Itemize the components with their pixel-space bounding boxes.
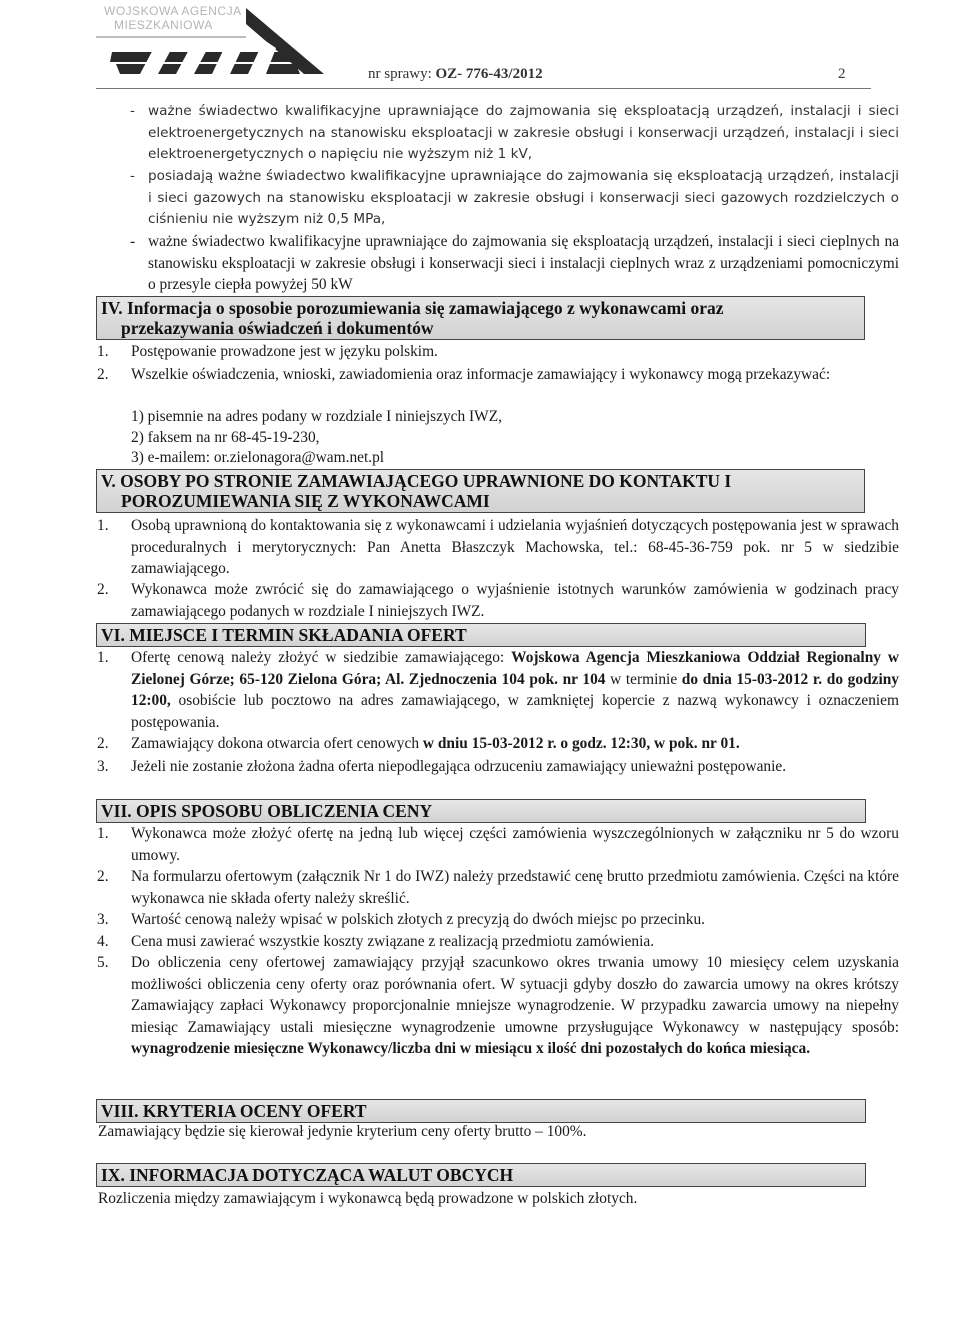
bullet-text: posiadają ważne świadectwo kwalifikacyjne uprawniające do zajmowania się eksploatacją urządzeń, instalacji i sieci gazowych na stanowisku eksploatacji w zakresie obsługi i konserwacji sieci gazowych rozdzielczych o ciśnieniu nie wyższym niż 0,5 MPa, [148, 168, 899, 227]
bullet-text: ważne świadectwo kwalifikacyjne uprawniające do zajmowania się eksploatacją urządzeń, instalacji i sieci elektroenergetycznych na stanowisku eksploatacji w zakresie obsługi i konserwacji urządzeń, instalacji i sieci elektroenergetycznych o napięciu nie wyższym niż 1 kV, [148, 103, 899, 162]
list-item: 5. Do obliczenia ceny ofertowej zamawiający przyjął szacunkowo okres trwania umowy 10 miesięcy celem uzyskania możliwości obliczenia ceny oferty oraz porównania ofert. W sytuacji gdyby doszło do zawarcia umowy na okres krótszy Zamawiający zapłaci Wykonawcy proporcjonalnie mniejsze wynagrodzenie. W przypadku zawarcia umowy na niepełny miesiąc Zamawiający ustali miesięczne wynagrodzenie umowne przysługujące Wykonawcy w następujący sposób: wynagrodzenie miesięczne Wykonawcy/liczba dni w miesiącu x ilość dni pozostałych do końca miesiąca. [97, 954, 899, 1058]
item-text: Wykonawca może zwrócić się do zamawiającego o wyjaśnienie istotnych warunków zamówienia w godzinach pracy zamawiającego podanych w rozdziale I niniejszych IWZ. [131, 581, 899, 620]
bullet-item: - posiadają ważne świadectwo kwalifikacyjne uprawniające do zajmowania się eksploatacją urządzeń, instalacji i sieci gazowych na stanowisku eksploatacji w zakresie obsługi i konserwacji sieci gazowych rozdzielczych o ciśnieniu nie wyższym niż 0,5 MPa, [130, 168, 899, 227]
list-item: 1. Ofertę cenową należy złożyć w siedzibie zamawiającego: Wojskowa Agencja Mieszkaniowa Oddział Regionalny w Zielonej Górze; 65-120 Zielona Góra; Al. Zjednoczenia 104 pok. nr 104 w terminie do dnia 15-03-2012 r. do godziny 12:00, osobiście lub pocztowo na adres zamawiającego, w zamkniętej kopercie z nazwą wykonawcy i oznaczeniem postępowania. [97, 649, 900, 731]
logo-line2: MIESZKANIOWA [114, 18, 213, 32]
section-heading-viii [96, 1099, 866, 1123]
sub-item: 1) pisemnie na adres podany w rozdziale I niniejszych IWZ, [131, 408, 502, 425]
list-item: 4. Cena musi zawierać wszystkie koszty związane z realizacją przedmiotu zamówienia. [97, 933, 655, 950]
sub-item: 3) e-mailem: or.zielonagora@wam.net.pl [131, 449, 385, 466]
list-item: 3. Jeżeli nie zostanie złożona żadna oferta niepodlegająca odrzuceniu zamawiający unieważni postępowanie. [97, 758, 787, 775]
header-divider [96, 88, 871, 89]
section-title-line1: V. OSOBY PO STRONIE ZAMAWIAJĄCEGO UPRAWNIONE DO KONTAKTU I [101, 471, 732, 491]
item-text: Wszelkie oświadczenia, wnioski, zawiadomienia oraz informacje zamawiający i wykonawcy mogą przekazywać: [131, 366, 831, 383]
item-text: Postępowanie prowadzone jest w języku polskim. [131, 343, 438, 360]
bullet-item: - ważne świadectwo kwalifikacyjne uprawniające do zajmowania się eksploatacją urządzeń, instalacji i sieci cieplnych na stanowisku eksploatacji w zakresie obsługi i konserwacji sieci i instalacji cieplnych wraz z urządzeniami pomocniczymi o przesyle ciepła powyżej 50 kW [130, 233, 899, 294]
item-text: Jeżeli nie zostanie złożona żadna oferta niepodlegająca odrzuceniu zamawiający unieważni postępowanie. [131, 758, 787, 775]
list-item: 2. Zamawiający dokona otwarcia ofert cenowych w dniu 15-03-2012 r. o godz. 12:30, w pok. nr 01. [97, 735, 740, 752]
list-item: 1. Osobą uprawnioną do kontaktowania się z wykonawcami i udzielania wyjaśnień dotyczących postępowania jest w sprawach proceduralnych i merytorycznych: Pan Anetta Błaszczyk Machowska, tel.: 68-45-36-759 pok. nr 5 w siedzibie zamawiającego. [97, 517, 899, 578]
section-text: Zamawiający będzie się kierował jedynie kryterium ceny oferty brutto – 100%. [98, 1123, 587, 1140]
section-title-line1: IV. Informacja o sposobie porozumiewania się zamawiającego z wykonawcami oraz [101, 298, 724, 318]
list-item: 3. Wartość cenową należy wpisać w polskich złotych z precyzją do dwóch miejsc po przecinku. [97, 911, 705, 928]
agency-logo [96, 0, 336, 80]
section-title: VIII. KRYTERIA OCENY OFERT [101, 1101, 367, 1121]
item-text: Na formularzu ofertowym (załącznik Nr 1 do IWZ) należy przedstawić cenę brutto przedmiotu zamówienia. Części na które wykonawca nie składa oferty należy skreślić. [131, 868, 899, 907]
list-item: 1. Wykonawca może złożyć ofertę na jedną lub więcej części zamówienia wyszczególnionych w załączniku nr 5 do wzoru umowy. [97, 825, 899, 864]
section-text: Rozliczenia między zamawiającym i wykonawcą będą prowadzone w polskich złotych. [98, 1190, 638, 1207]
list-item: 2. Wykonawca może zwrócić się do zamawiającego o wyjaśnienie istotnych warunków zamówienia w godzinach pracy zamawiającego podanych w rozdziale I niniejszych IWZ. [97, 581, 899, 620]
bullet-item: - ważne świadectwo kwalifikacyjne uprawniające do zajmowania się eksploatacją urządzeń, instalacji i sieci elektroenergetycznych na stanowisku eksploatacji w zakresie obsługi i konserwacji urządzeń, instalacji i sieci elektroenergetycznych o napięciu nie wyższym niż 1 kV, [130, 103, 899, 162]
list-item: 1. Postępowanie prowadzone jest w języku polskim. [97, 343, 438, 360]
section-title-line2: POROZUMIEWANIA SIĘ Z WYKONAWCAMI [121, 491, 490, 511]
section-heading-iv [96, 296, 865, 340]
item-text: Osobą uprawnioną do kontaktowania się z wykonawcami i udzielania wyjaśnień dotyczących postępowania jest w sprawach proceduralnych i merytorycznych: Pan Anetta Błaszczyk Machowska, tel.: 68-45-36-759 pok. nr 5 w siedzibie zamawiającego. [131, 517, 899, 578]
list-item: 2. Na formularzu ofertowym (załącznik Nr 1 do IWZ) należy przedstawić cenę brutto przedmiotu zamówienia. Części na które wykonawca nie składa oferty należy skreślić. [97, 868, 899, 907]
logo-text [104, 4, 242, 32]
item-text: Wykonawca może złożyć ofertę na jedną lub więcej części zamówienia wyszczególnionych w załączniku nr 5 do wzoru umowy. [131, 825, 899, 864]
section-heading-vi [96, 623, 866, 647]
case-label: nr sprawy: [368, 66, 432, 82]
case-number-value: OZ- 776-43/2012 [435, 66, 543, 82]
section-heading-v [96, 469, 865, 513]
sub-item: 2) faksem na nr 68-45-19-230, [131, 429, 320, 446]
page-number: 2 [838, 66, 846, 82]
item-text: Wartość cenową należy wpisać w polskich złotych z precyzją do dwóch miejsc po przecinku. [131, 911, 705, 928]
case-number [368, 66, 543, 83]
section-title: VI. MIEJSCE I TERMIN SKŁADANIA OFERT [101, 625, 467, 645]
logo-line1: WOJSKOWA AGENCJA [104, 4, 242, 18]
section-heading-vii [96, 799, 866, 823]
item-text: Cena musi zawierać wszystkie koszty związane z realizacją przedmiotu zamówienia. [131, 933, 655, 950]
section-heading-ix [96, 1163, 866, 1187]
section-title: IX. INFORMACJA DOTYCZĄCA WALUT OBCYCH [101, 1165, 514, 1185]
bullet-text: ważne świadectwo kwalifikacyjne uprawniające do zajmowania się eksploatacją urządzeń, instalacji i sieci cieplnych na stanowisku eksploatacji w zakresie obsługi i konserwacji sieci i instalacji cieplnych wraz z urządzeniami pomocniczymi o przesyle ciepła powyżej 50 kW [148, 233, 899, 294]
section-title-line2: przekazywania oświadczeń i dokumentów [121, 318, 434, 338]
section-title: VII. OPIS SPOSOBU OBLICZENIA CENY [101, 801, 433, 821]
list-item: 2. Wszelkie oświadczenia, wnioski, zawiadomienia oraz informacje zamawiający i wykonawcy mogą przekazywać: [97, 366, 831, 383]
